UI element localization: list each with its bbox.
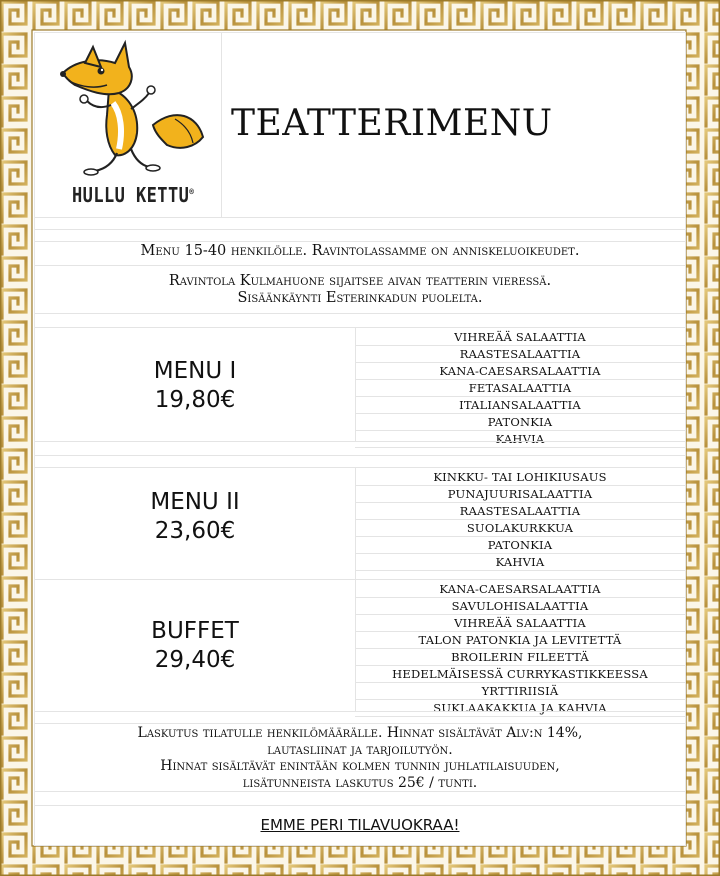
menu-sheet — [34, 32, 686, 846]
menu-item: TALON PATONKIA JA LEVITETTÄ — [355, 632, 685, 649]
menu-item: RAASTESALAATTIA — [355, 346, 685, 363]
logo-wordmark: HULLU KETTU® — [72, 183, 195, 207]
menu-2-price: 23,60€ — [154, 518, 236, 544]
billing-terms — [35, 725, 685, 791]
menu-item: SAVULOHISALAATTIA — [355, 598, 685, 615]
menu-item: PATONKIA — [355, 537, 685, 554]
buffet-items — [355, 581, 685, 717]
intro-entrance-line: Sisäänkäynti Esterinkadun puolelta. — [237, 290, 483, 306]
menu-item: VIHREÄÄ SALAATTIA — [355, 329, 685, 346]
menu-item: KINKKU- TAI LOHIKIUSAUS — [355, 469, 685, 486]
menu-item: RAASTESALAATTIA — [355, 503, 685, 520]
billing-line: lautasliinat ja tarjoilutyön. — [267, 741, 453, 758]
menu-item: PUNAJUURISALAATTIA — [355, 486, 685, 503]
menu-item: FETASALAATTIA — [355, 380, 685, 397]
billing-line: Laskutus tilatulle henkilömäärälle. Hinnat sisältävät Alv:n 14%, — [137, 725, 583, 741]
billing-line: lisätunneista laskutus 25€ / tunti. — [242, 774, 478, 791]
intro-location-line: Ravintola Kulmahuone sijaitsee aivan teatterin vieressä. — [168, 273, 552, 289]
page-title: TEATTERIMENU — [231, 103, 553, 144]
buffet-name: BUFFET — [151, 618, 239, 644]
menu-1-items — [355, 329, 685, 448]
menu-1-heading — [35, 357, 355, 415]
menu-item: KANA-CAESARSALAATTIA — [355, 581, 685, 598]
menu-item: HEDELMÄISESSÄ CURRYKASTIKKEESSA — [355, 666, 685, 683]
intro-location — [35, 273, 685, 307]
no-rent-notice: EMME PERI TILAVUOKRAA! — [260, 816, 460, 834]
menu-item: KAHVIA — [355, 431, 685, 448]
buffet-heading — [35, 617, 355, 675]
menu-item: KAHVIA — [355, 554, 685, 571]
menu-item: KANA-CAESARSALAATTIA — [355, 363, 685, 380]
menu-2-heading — [35, 488, 355, 546]
buffet-price: 29,40€ — [154, 647, 236, 673]
menu-1-name: MENU I — [153, 358, 237, 384]
menu-item: PATONKIA — [355, 414, 685, 431]
menu-item: SUKLAAKAKKUA JA KAHVIA — [355, 700, 685, 717]
intro-capacity: Menu 15-40 henkilölle. Ravintolassamme on anniskeluoikeudet. — [140, 243, 580, 259]
menu-item: SUOLAKURKKUA — [355, 520, 685, 537]
menu-item: ITALIANSALAATTIA — [355, 397, 685, 414]
menu-item: YRTTIRIISIÄ — [355, 683, 685, 700]
menu-item: BROILERIN FILEETTÄ — [355, 649, 685, 666]
hullu-kettu-logo — [35, 33, 221, 217]
menu-2-name: MENU II — [150, 489, 240, 515]
menu-2-items — [355, 469, 685, 587]
fox-mascot-icon — [35, 33, 221, 183]
billing-line: Hinnat sisältävät enintään kolmen tunnin juhlatilaisuuden, — [160, 758, 560, 774]
menu-item: VIHREÄÄ SALAATTIA — [355, 615, 685, 632]
menu-1-price: 19,80€ — [154, 387, 236, 413]
